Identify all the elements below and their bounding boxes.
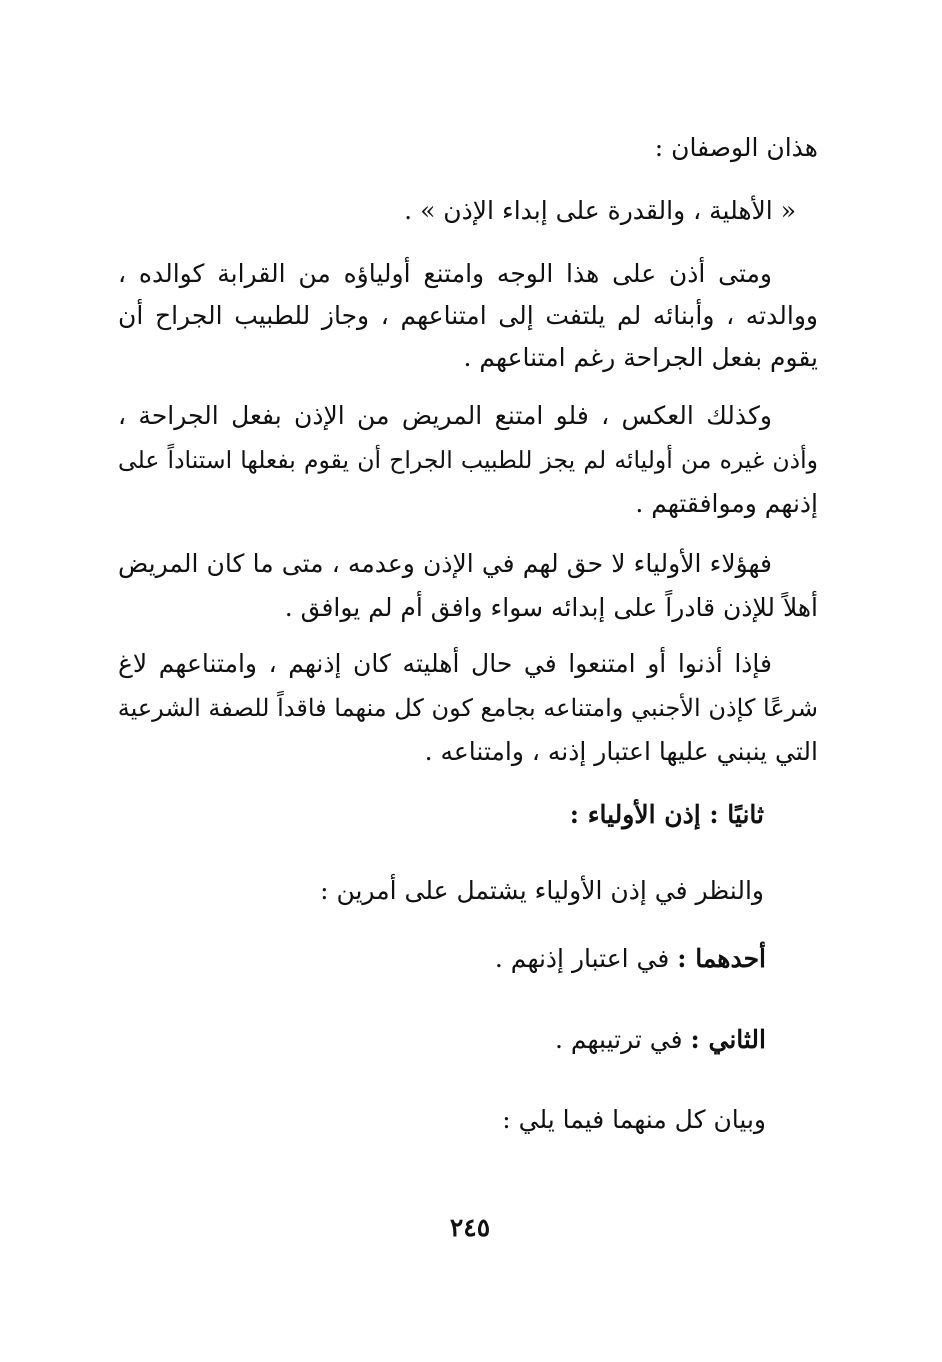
text-line: شرعًا كإذن الأجنبي وامتناعه بجامع كون كل منهما فاقداً للصفة الشرعية	[117, 694, 818, 722]
list-item	[555, 1022, 766, 1058]
intro-line: والنظر في إذن الأولياء يشتمل على أمرين :	[320, 876, 764, 905]
text-line: التي ينبني عليها اعتبار إذنه ، وامتناعه .	[424, 737, 818, 766]
closing-line: وبيان كل منهما فيما يلي :	[502, 1105, 766, 1134]
text-line: يقوم بفعل الجراحة رغم امتناعهم .	[463, 343, 818, 372]
item-label: الثاني :	[690, 1025, 766, 1054]
text-line: ومتى أذن على هذا الوجه وامتنع أولياؤه من القرابة كوالده ،	[118, 259, 772, 288]
item-text: في اعتبار إذنهم .	[494, 944, 678, 973]
text-line: أهلاً للإذن قادراً على إبدائه سواء وافق أم لم يوافق .	[284, 593, 818, 622]
item-label: أحدهما :	[677, 944, 766, 973]
text-line: إذنهم وموافقتهم .	[635, 489, 818, 518]
section-heading: ثانيًا : إذن الأولياء :	[569, 800, 764, 829]
page-number: ٢٤٥	[449, 1213, 491, 1242]
text-line: فإذا أذنوا أو امتنعوا في حال أهليته كان إذنهم ، وامتناعهم لاغ	[118, 649, 772, 678]
text-line: ووالدته ، وأبنائه لم يلتفت إلى امتناعهم ، وجاز للطبيب الجراح أن	[118, 301, 818, 330]
text-line: وكذلك العكس ، فلو امتنع المريض من الإذن بفعل الجراحة ،	[118, 401, 772, 430]
quoted-line: « الأهلية ، والقدرة على إبداء الإذن » .	[404, 196, 796, 225]
item-text: في ترتيبهم .	[555, 1025, 691, 1054]
text-line: فهؤلاء الأولياء لا حق لهم في الإذن وعدمه ، متى ما كان المريض	[118, 549, 772, 578]
text-line: هذان الوصفان :	[654, 133, 818, 162]
text-line: وأذن غيره من أوليائه لم يجز للطبيب الجراح أن يقوم بفعلها استناداً على	[118, 446, 818, 474]
list-item	[495, 941, 766, 977]
